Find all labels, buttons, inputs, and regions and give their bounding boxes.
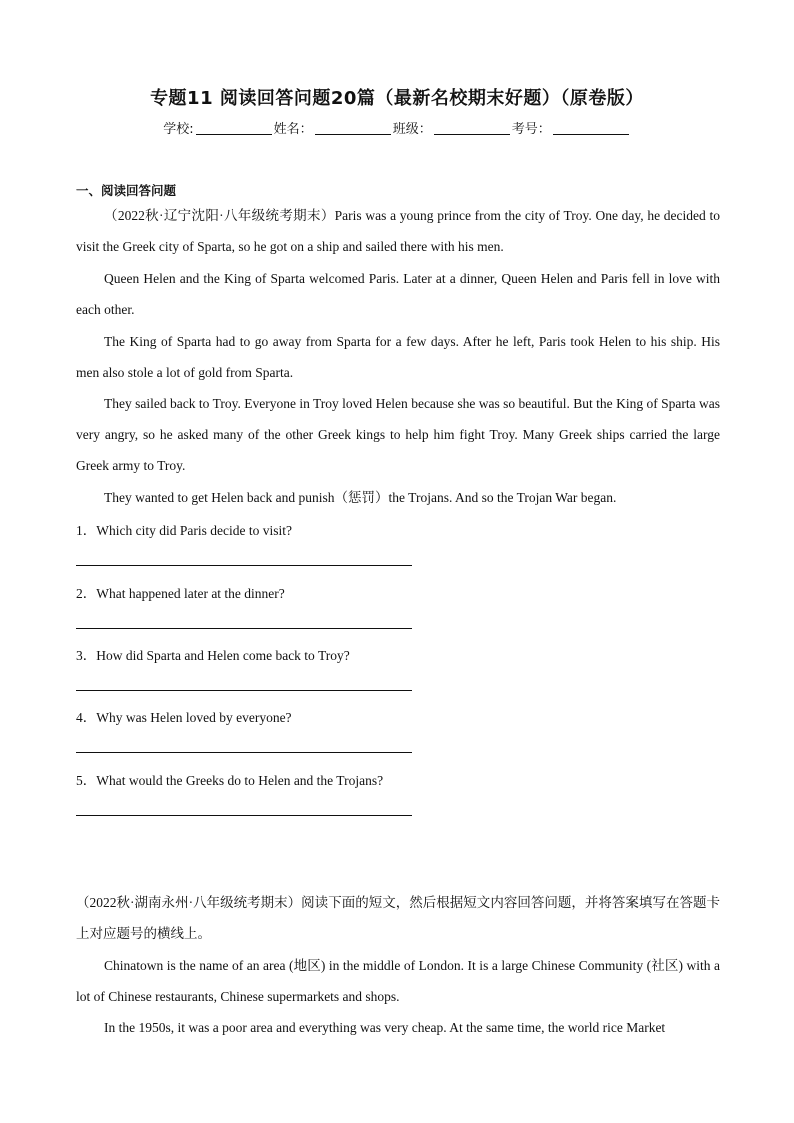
answer-line[interactable] — [76, 628, 412, 629]
question: 1．Which city did Paris decide to visit? — [76, 523, 292, 538]
passage-paragraph: Chinatown is the name of an area (地区) in the middle of London. It is a large Chinese Community (社区) with a lot of Chinese restaurants, Chinese supermarkets and shops. — [76, 958, 720, 1004]
question: 2．What happened later at the dinner? — [76, 586, 285, 601]
passage-intro: （2022秋·湖南永州·八年级统考期末）阅读下面的短文，然后根据短文内容回答问题，并将答案填写在答题卡上对应题号的横线上。 — [76, 895, 720, 941]
answer-line[interactable] — [76, 690, 412, 691]
passage-paragraph: They wanted to get Helen back and punish（惩罚）the Trojans. And so the Trojan War began. — [104, 490, 617, 505]
passage-paragraph: The King of Sparta had to go away from Sparta for a few days. After he left, Paris took Helen to his ship. His men also stole a lot of gold from Sparta. — [76, 334, 720, 380]
page-title: 专题11 阅读回答问题20篇（最新名校期末好题）（原卷版） — [150, 88, 644, 109]
exam-no-blank[interactable] — [553, 122, 629, 135]
answer-line[interactable] — [76, 815, 412, 816]
school-label: 学校: — [163, 122, 194, 137]
class-label: 班级： — [392, 122, 432, 137]
passage-paragraph: In the 1950s, it was a poor area and everything was very cheap. At the same time, the world rice Market — [104, 1020, 666, 1035]
passage-paragraph: （2022秋·辽宁沈阳·八年级统考期末）Paris was a young prince from the city of Troy. One day, he decided to visit the Greek city of Sparta, so he got on a ship and sailed there with his men. — [76, 208, 720, 254]
question: 3．How did Sparta and Helen come back to Troy? — [76, 648, 350, 663]
passage-paragraph: They sailed back to Troy. Everyone in Troy loved Helen because she was so beautiful. But the King of Sparta was very angry, so he asked many of the other Greek kings to help him fight Troy. Many Greek ships carried the large Greek army to Troy. — [76, 396, 720, 473]
passage-paragraph: Queen Helen and the King of Sparta welcomed Paris. Later at a dinner, Queen Helen and Paris fell in love with each other. — [76, 271, 720, 317]
school-blank[interactable] — [196, 122, 272, 135]
exam-no-label: 考号： — [511, 122, 551, 137]
class-blank[interactable] — [434, 122, 510, 135]
answer-line[interactable] — [76, 752, 412, 753]
question: 4．Why was Helen loved by everyone? — [76, 710, 292, 725]
name-blank[interactable] — [315, 122, 391, 135]
student-info-line — [0, 118, 794, 137]
name-label: 姓名： — [273, 122, 313, 137]
question: 5．What would the Greeks do to Helen and the Trojans? — [76, 773, 384, 788]
section-heading: 一、阅读回答问题 — [76, 183, 177, 198]
answer-line[interactable] — [76, 565, 412, 566]
